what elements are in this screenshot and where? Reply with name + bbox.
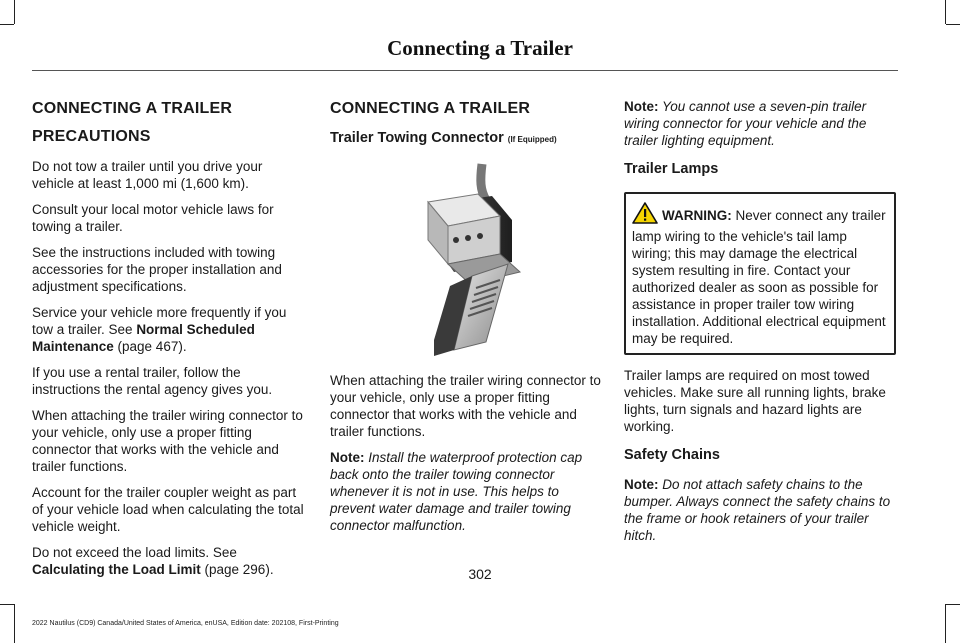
note-label: Note:: [624, 99, 659, 114]
crop-mark: [14, 604, 15, 643]
page-number: 302: [468, 566, 492, 582]
paragraph: See the instructions included with towing accessories for the proper installation and adjustment specifications.: [32, 245, 282, 294]
subsection-heading: Trailer Lamps: [624, 161, 719, 177]
crop-mark: [0, 24, 14, 25]
note-paragraph: [624, 476, 896, 544]
header-rule: [32, 70, 898, 71]
paragraph: [32, 304, 304, 355]
paragraph: Consult your local motor vehicle laws for towing a trailer.: [32, 202, 274, 234]
section-heading: CONNECTING A TRAILER: [330, 100, 531, 117]
page-reference: (page 467).: [113, 339, 187, 354]
trailer-connector-icon: [330, 160, 600, 360]
paragraph-text: Service your vehicle more frequently if you tow a trailer. See: [32, 305, 287, 337]
page-header-title: Connecting a Trailer: [387, 36, 573, 60]
note-paragraph: [330, 449, 602, 534]
crop-mark: [945, 604, 946, 643]
paragraph: Trailer lamps are required on most towed vehicles. Make sure all running lights, brake lights, turn signals and hazard lights are working.: [624, 368, 886, 434]
warning-box: [624, 192, 896, 355]
paragraph-text: Do not exceed the load limits. See: [32, 545, 237, 560]
subsection-heading: [330, 130, 602, 148]
paragraph: If you use a rental trailer, follow the instructions the rental agency gives you.: [32, 365, 273, 397]
cross-reference-link[interactable]: Calculating the Load Limit: [32, 562, 201, 577]
paragraph: Do not tow a trailer until you drive your vehicle at least 1,000 mi (1,600 km).: [32, 159, 263, 191]
crop-mark: [14, 0, 15, 24]
footer-edition-info: 2022 Nautilus (CD9) Canada/United States of America, enUSA, Edition date: 202108, First-Printing: [32, 620, 339, 627]
warning-label: WARNING:: [662, 208, 732, 223]
crop-mark: [945, 0, 946, 24]
crop-mark: [0, 604, 14, 605]
column-2: [330, 98, 602, 543]
warning-triangle-icon: [632, 202, 658, 228]
trailer-connector-illustration: [330, 160, 600, 360]
page-reference: (page 296).: [200, 562, 274, 577]
warning-text: Never connect any trailer lamp wiring to the vehicle's tail lamp wiring; this may damage the electrical system resulting in fire. Contact your authorized dealer as soon as possible for assistance in proper trailer tow wiring installation. Additional electrical equipment may be required.: [632, 208, 886, 346]
cross-reference-link[interactable]: Normal Scheduled Maintenance: [32, 322, 255, 354]
note-label: Note:: [624, 477, 659, 492]
heading-line: PRECAUTIONS: [32, 128, 151, 145]
heading-line: CONNECTING A TRAILER: [32, 100, 233, 117]
note-paragraph: [624, 98, 896, 149]
paragraph: When attaching the trailer wiring connector to your vehicle, only use a proper fitting connector that works with the vehicle and trailer functions.: [330, 373, 601, 439]
crop-mark: [946, 24, 960, 25]
paragraph: When attaching the trailer wiring connector to your vehicle, only use a proper fitting connector that works with the vehicle and trailer functions.: [32, 408, 303, 474]
note-label: Note:: [330, 450, 365, 465]
note-text: Install the waterproof protection cap back onto the trailer towing connector whenever it is not in use. This helps to prevent water damage and trailer towing connector malfunction.: [330, 450, 583, 533]
note-text: Do not attach safety chains to the bumper. Always connect the safety chains to the frame or hook retainers of your trailer hitch.: [624, 477, 891, 543]
column-3: [624, 98, 896, 553]
section-heading: [32, 98, 304, 148]
note-text: You cannot use a seven-pin trailer wiring connector for your vehicle and the trailer lighting equipment.: [624, 99, 867, 148]
column-1: [32, 98, 304, 587]
subheading-text: Trailer Towing Connector: [330, 130, 504, 146]
crop-mark: [946, 604, 960, 605]
equipped-tag: (If Equipped): [507, 135, 557, 144]
subsection-heading: Safety Chains: [624, 447, 720, 463]
paragraph: Account for the trailer coupler weight as part of your vehicle load when calculating the total vehicle weight.: [32, 485, 304, 534]
